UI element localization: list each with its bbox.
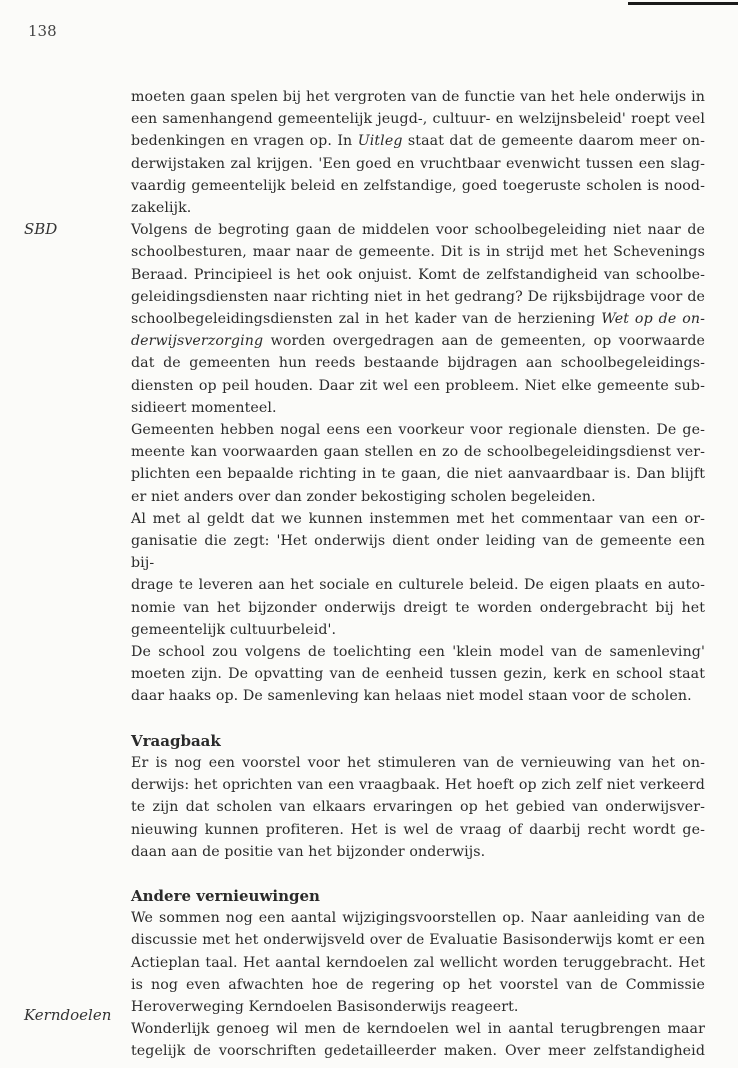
text-line: daan aan de positie van het bijzonder onderwijs.	[131, 843, 486, 860]
text-line: discussie met het onderwijsveld over de Evaluatie Basisonderwijs komt er een	[131, 932, 705, 949]
text-column	[131, 86, 705, 1063]
paragraph-5	[131, 641, 705, 708]
text-line: moeten gaan spelen bij het vergroten van de functie van het hele onderwijs in	[131, 89, 705, 105]
text-line: We sommen nog een aantal wijzigingsvoorstellen op. Naar aanleiding van de	[131, 910, 705, 927]
text-line: De school zou volgens de toelichting een 'klein model van de samenleving'	[131, 644, 705, 661]
text-line: diensten op peil houden. Daar zit wel een probleem. Niet elke gemeente sub-	[131, 377, 705, 394]
text-line: meente kan voorwaarden gaan stellen en zo de schoolbegeleidingsdienst ver-	[131, 444, 705, 461]
text-line: drage te leveren aan het sociale en culturele beleid. De eigen plaats en auto-	[131, 577, 705, 594]
text-line: Er is nog een voorstel voor het stimuleren van de vernieuwing van het on-	[131, 754, 705, 771]
italic-title-wet-cont: derwijsverzorging	[131, 333, 264, 350]
paragraph-7	[131, 907, 705, 1018]
paragraph-4	[131, 508, 705, 641]
text-line: gemeentelijk cultuurbeleid'.	[131, 621, 337, 638]
text-line: derwijsverzorging worden overgedragen aan de gemeenten, op voorwaarde	[131, 333, 705, 350]
text-line: vaardig gemeentelijk beleid en zelfstandige, goed toegeruste scholen is nood-	[131, 177, 705, 194]
text-line: tegelijk de voorschriften gedetailleerder maken. Over meer zelfstandigheid	[131, 1043, 705, 1060]
text-line: zakelijk.	[131, 200, 192, 217]
text-line: Gemeenten hebben nogal eens een voorkeur voor regionale diensten. De ge-	[131, 422, 705, 439]
text-line: te zijn dat scholen van elkaars ervaringen op het gebied van onderwijsver-	[131, 799, 705, 816]
text-line: ganisatie die zegt: 'Het onderwijs dient onder leiding van de gemeente een bij-	[131, 533, 705, 572]
paragraph-1	[131, 86, 705, 219]
text-line: daar haaks op. De samenleving kan helaas niet model staan voor de scholen.	[131, 688, 692, 705]
margin-note-sbd: SBD	[24, 220, 58, 238]
text-line: nieuwing kunnen profiteren. Het is wel de vraag of daarbij recht wordt ge-	[131, 821, 705, 838]
text-line: Volgens de begroting gaan de middelen voor schoolbegeleiding niet naar de	[131, 222, 705, 239]
text-line: geleidingsdiensten naar richting niet in het gedrang? De rijksbijdrage voor de	[131, 288, 705, 305]
page-number: 138	[28, 22, 57, 40]
text-line: Heroverweging Kerndoelen Basisonderwijs reageert.	[131, 998, 519, 1015]
paragraph-8	[131, 1018, 705, 1062]
text-line: nomie van het bijzonder onderwijs dreigt te worden ondergebracht bij het	[131, 599, 705, 616]
text-line: plichten een bepaalde richting in te gaan, die niet aanvaardbaar is. Dan blijft	[131, 466, 705, 483]
italic-title-uitleg: Uitleg	[357, 133, 403, 150]
text-line: derwijstaken zal krijgen. 'Een goed en vruchtbaar evenwicht tussen een slag-	[131, 155, 705, 172]
text-line: schoolbegeleidingsdiensten zal in het kader van de herziening Wet op de on-	[131, 311, 705, 328]
text-line: Actieplan taal. Het aantal kerndoelen zal wellicht worden teruggebracht. Het	[131, 954, 705, 971]
text-line: een samenhangend gemeentelijk jeugd-, cultuur- en welzijnsbeleid' roept veel	[131, 111, 705, 128]
text-line: moeten zijn. De opvatting van de eenheid tussen gezin, kerk en school staat	[131, 666, 705, 683]
text-line: bedenkingen en vragen op. In Uitleg staat dat de gemeente daarom meer on-	[131, 133, 705, 150]
text-line: is nog even afwachten hoe de regering op het voorstel van de Commissie	[131, 976, 705, 993]
text-line: schoolbesturen, maar naar de gemeente. Dit is in strijd met het Schevenings	[131, 244, 705, 261]
section-heading-andere-vernieuwingen: Andere vernieuwingen	[131, 886, 320, 905]
italic-title-wet: Wet op de on-	[601, 311, 705, 328]
section-heading-vraagbaak: Vraagbaak	[131, 731, 221, 750]
top-rule	[628, 2, 738, 5]
text-line: sidieert momenteel.	[131, 399, 277, 416]
margin-note-kerndoelen: Kerndoelen	[24, 1006, 112, 1024]
text-line: Al met al geldt dat we kunnen instemmen met het commentaar van een or-	[131, 510, 705, 527]
text-line: Beraad. Principieel is het ook onjuist. Komt de zelfstandigheid van schoolbe-	[131, 266, 705, 283]
text-line: derwijs: het oprichten van een vraagbaak. Het hoeft op zich zelf niet verkeerd	[131, 777, 705, 794]
paragraph-2	[131, 219, 705, 419]
text-line: Wonderlijk genoeg wil men de kerndoelen wel in aantal terugbrengen maar	[131, 1021, 705, 1038]
text-line: dat de gemeenten hun reeds bestaande bijdragen aan schoolbegeleidings-	[131, 355, 705, 372]
paragraph-6	[131, 752, 705, 863]
paragraph-3	[131, 419, 705, 508]
text-line: er niet anders over dan zonder bekostiging scholen begeleiden.	[131, 488, 596, 505]
